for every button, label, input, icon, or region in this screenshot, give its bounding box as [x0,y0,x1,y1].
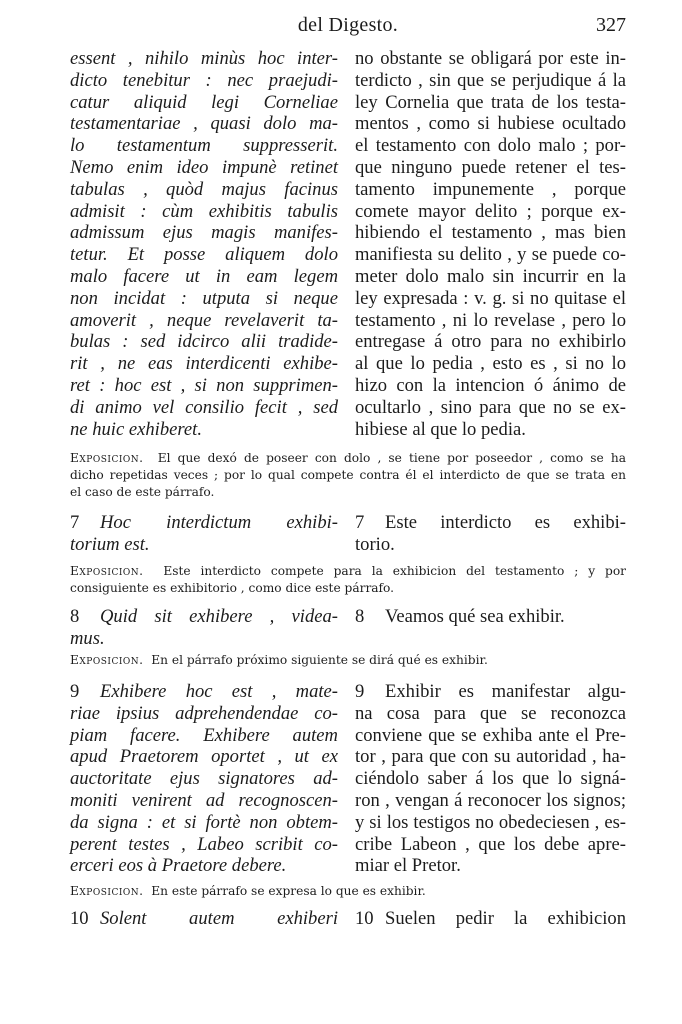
exposicion-text: dicho repetidas veces ; por lo qual compete contra él el interdicto de que se trata en [70,468,626,482]
spanish-line: ley Cornelia que trata de los testa- [355,91,626,113]
latin-line: Solent autem exhiberi [100,908,338,929]
latin-line: Hoc interdictum exhibi- [100,512,338,533]
spanish-line: el testamento con dolo malo ; por- [355,135,626,157]
latin-line: Quid sit exhibere , videa- [100,606,338,627]
latin-line: non incidat : utputa si neque [70,287,338,309]
spanish-line: hizo con la intencion ó ánimo de [355,374,626,396]
spanish-column [355,48,626,440]
spanish-column [355,908,626,930]
paragraph-number: 7 [355,512,365,533]
spanish-line: terdicto , sin que se perjudique á la [355,69,626,91]
latin-line: ne huic exhiberet. [70,418,202,440]
latin-line: ret : hoc est , si non supprimen- [70,374,338,396]
latin-line: catur aliquid legi Corneliae [70,91,338,113]
exposicion-label: Exposicion. [70,884,144,898]
spanish-line: no obstante se obligará por este in- [355,48,626,69]
latin-line: apud Praetorem oportet , ut ex [70,746,338,768]
paragraph-number: 8 [355,606,365,627]
spanish-line: tamento impunemente , porque [355,178,626,200]
latin-column [70,48,338,440]
paragraph-number: 8 [70,606,80,627]
spanish-line: entregase á otro para no exhibirlo [355,331,626,353]
exposicion-note [70,563,626,597]
latin-column [70,908,338,930]
paragraph-number: 9 [70,681,80,702]
exposicion-note [70,652,626,669]
paragraph-pair-8 [70,606,626,652]
latin-line: riae ipsius adprehendendae co- [70,702,338,724]
spanish-line: torio. [355,533,395,555]
spanish-line: hibiendo el testamento , mas bien [355,222,626,244]
spanish-line: testamento , ni lo revelase , pero lo [355,309,626,331]
exposicion-text: Este interdicto compete para la exhibicion del testamento ; y por [163,564,627,578]
exposicion-label: Exposicion. [70,653,144,667]
exposicion-note [70,883,626,900]
latin-line: dicto tenebitur : nec praejudi- [70,69,338,91]
exposicion-text: En este párrafo se expresa lo que es exhibir. [151,884,426,898]
paragraph-pair-6-continued [70,48,626,444]
exposicion-note [70,450,626,501]
exposicion-text: consiguiente es exhibitorio , como dice este párrafo. [70,581,395,595]
exposicion-label: Exposicion. [70,451,144,465]
exposicion-label: Exposicion. [70,564,144,578]
page-number: 327 [596,14,626,36]
latin-line: Nemo enim ideo impunè retinet [70,156,338,178]
spanish-line: tor , para que con su autoridad , ha- [355,746,626,768]
paragraph-number: 9 [355,681,365,702]
latin-line: essent , nihilo minùs hoc inter- [70,48,338,69]
latin-line: testamentariae , quasi dolo ma- [70,113,338,135]
paragraph-number: 7 [70,512,80,533]
exposicion-text: El que dexó de poseer con dolo , se tiene por poseedor , como se ha [157,451,626,465]
spanish-line: y si los testigos no obedeciesen , es- [355,811,626,833]
paragraph-pair-10 [70,908,626,932]
running-title: del Digesto. [297,14,399,36]
latin-column [70,512,338,556]
paragraph-pair-9 [70,681,626,881]
spanish-line: na cosa para que se reconozca [355,702,626,724]
paragraph-number: 10 [355,908,374,929]
spanish-column [355,512,626,556]
spanish-line: ron , vengan á reconocer los signos; [355,789,626,811]
latin-line: admisit : cùm exhibitis tabulis [70,200,338,222]
latin-line: erceri eos à Praetore debere. [70,855,287,877]
latin-column [70,606,338,650]
paragraph-pair-7 [70,512,626,558]
spanish-line: cribe Labeon , que los debe apre- [355,833,626,855]
latin-line: piam facere. Exhibere autem [70,724,338,746]
latin-line: tabulas , quòd majus facinus [70,178,338,200]
spanish-line: que ninguno puede retener el tes- [355,156,626,178]
latin-line: moniti venirent ad recognoscen- [70,789,338,811]
spanish-line: Suelen pedir la exhibicion [385,908,626,929]
latin-line: rit , ne eas interdicenti exhibe- [70,353,338,375]
spanish-line: ley expresada : v. g. si no quitase el [355,287,626,309]
spanish-line: meter dolo malo sin incurrir en la [355,265,626,287]
latin-line: bulas : sed idcirco alii tradide- [70,331,338,353]
spanish-line: mentos , como si hubiese ocultado [355,113,626,135]
exposicion-text: el caso de este párrafo. [70,485,215,499]
page-header [70,14,626,44]
latin-line: da signa : et si fortè non obtem- [70,811,338,833]
latin-line: perent testes , Labeo scribit co- [70,833,338,855]
spanish-line: Este interdicto es exhibi- [385,512,626,533]
latin-line: mus. [70,627,105,649]
latin-line: admissum ejus magis manifes- [70,222,338,244]
latin-line: di animo vel consilio fecit , sed [70,396,338,418]
latin-line: Exhibere hoc est , mate- [100,681,338,702]
exposicion-text: En el párrafo próximo siguiente se dirá qué es exhibir. [151,653,488,667]
latin-line: torium est. [70,533,150,555]
spanish-line: ocultarlo , sino para que no se ex- [355,396,626,418]
latin-column [70,681,338,877]
spanish-line: ciéndolo saber á los que lo signá- [355,768,626,790]
spanish-line: Veamos qué sea exhibir. [385,606,565,627]
spanish-column [355,606,626,628]
spanish-line: manifiesta su delito , y se puede co- [355,244,626,266]
spanish-line: Exhibir es manifestar algu- [385,681,626,702]
spanish-column [355,681,626,877]
spanish-line: comete mayor delito ; porque ex- [355,200,626,222]
latin-line: malo facere ut in eam legem [70,265,338,287]
paragraph-number: 10 [70,908,89,929]
latin-line: auctoritate ejus signatores ad- [70,768,338,790]
spanish-line: hibiese al que lo pedia. [355,418,526,440]
latin-line: amoverit , neque revelaverit ta- [70,309,338,331]
latin-line: lo testamentum suppresserit. [70,135,338,157]
latin-line: tetur. Et posse aliquem dolo [70,244,338,266]
spanish-line: al que lo pedia , esto es , si no lo [355,353,626,375]
spanish-line: miar el Pretor. [355,855,461,877]
spanish-line: conviene que se exhiba ante el Pre- [355,724,626,746]
